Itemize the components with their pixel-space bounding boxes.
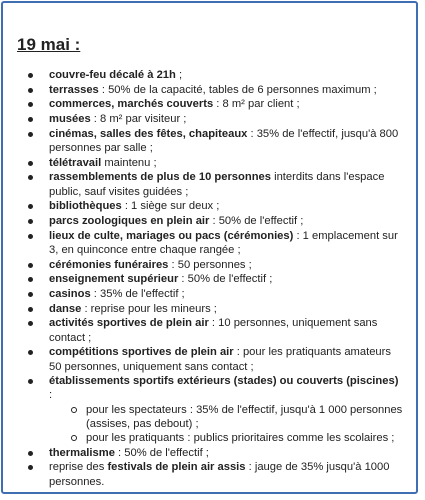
item-text: : 1 siège sur deux ; [121, 200, 220, 213]
item-text: : 1 emplacement sur 3, en quinconce entre chaque rangée ; [49, 229, 398, 256]
item-bold: commerces, marchés couverts [49, 98, 214, 111]
list-item [49, 460, 404, 488]
item-bold: thermalisme [49, 446, 115, 459]
item-text: : 50 personnes ; [168, 258, 252, 271]
measures-list [12, 68, 404, 489]
sub-list [49, 403, 404, 446]
list-item [49, 68, 404, 82]
list-item [49, 258, 404, 272]
item-bold: festivals de plein air assis [107, 461, 246, 474]
item-text: : [49, 389, 53, 402]
item-bold: lieux de culte, mariages ou pacs (cérémonies) [49, 229, 294, 242]
item-text: : 50% de l'effectif ; [209, 215, 304, 228]
item-bold: musées [49, 113, 91, 126]
item-text: : 50% de l'effectif ; [178, 273, 273, 286]
item-bold: enseignement supérieur [49, 273, 179, 286]
list-item [49, 302, 404, 316]
list-item [49, 374, 404, 445]
item-bold: rassemblements de plus de 10 personnes [49, 171, 271, 184]
item-text: interdits dans l'espace public, sauf visites guidées ; [49, 171, 385, 198]
list-item [49, 446, 404, 460]
item-bold: cérémonies funéraires [49, 258, 169, 271]
list-item [49, 97, 404, 111]
item-text: reprise des [49, 461, 108, 474]
item-text: : 8 m² par client ; [213, 98, 300, 111]
item-text: maintenu ; [101, 156, 157, 169]
date-heading: 19 mai : [17, 35, 81, 54]
list-item [49, 287, 404, 301]
item-bold: couvre-feu décalé à 21h [49, 69, 176, 81]
item-text: : 50% de la capacité, tables de 6 personnes maximum ; [98, 83, 377, 96]
sub-list-item: pour les pratiquants : publics prioritaires comme les scolaires ; [86, 431, 404, 445]
item-text: : 50% de l'effectif ; [114, 446, 209, 459]
list-item [49, 199, 404, 213]
list-item [49, 345, 404, 373]
sub-list-item: pour les spectateurs : 35% de l'effectif, jusqu'à 1 000 personnes (assises, pas debout) ; [86, 403, 403, 430]
item-bold: bibliothèques [49, 200, 122, 213]
item-text: : 10 personnes, uniquement sans contact ; [49, 317, 378, 344]
item-bold: parcs zoologiques en plein air [49, 215, 210, 228]
list-item [49, 127, 404, 155]
list-item [49, 170, 404, 198]
item-bold: compétitions sportives de plein air [49, 346, 234, 359]
list-item [49, 272, 404, 286]
item-bold: télétravail [49, 156, 102, 169]
item-text: : reprise pour les mineurs ; [81, 302, 217, 315]
item-text: : 8 m² par visiteur ; [90, 113, 187, 126]
list-item [49, 112, 404, 126]
item-bold: casinos [49, 288, 91, 301]
item-bold: cinémas, salles des fêtes, chapiteaux [49, 127, 248, 140]
item-text: : jauge de 35% jusqu'à 1000 personnes. [49, 461, 390, 488]
list-item [49, 156, 404, 170]
list-item [49, 83, 404, 97]
item-text: : 35% de l'effectif, jusqu'à 800 personnes par salle ; [49, 127, 399, 155]
item-bold: terrasses [49, 83, 99, 96]
item-text: : 35% de l'effectif ; [90, 288, 185, 301]
list-item [49, 316, 404, 344]
item-text: ; [175, 69, 183, 81]
list-item [49, 214, 404, 228]
list-item [49, 229, 404, 257]
item-text: : pour les pratiquants amateurs 50 personnes, uniquement sans contact ; [49, 346, 391, 373]
item-bold: danse [49, 302, 82, 315]
item-bold: activités sportives de plein air [49, 317, 209, 330]
item-bold: établissements sportifs extérieurs (stades) ou couverts (piscines) [49, 375, 399, 388]
